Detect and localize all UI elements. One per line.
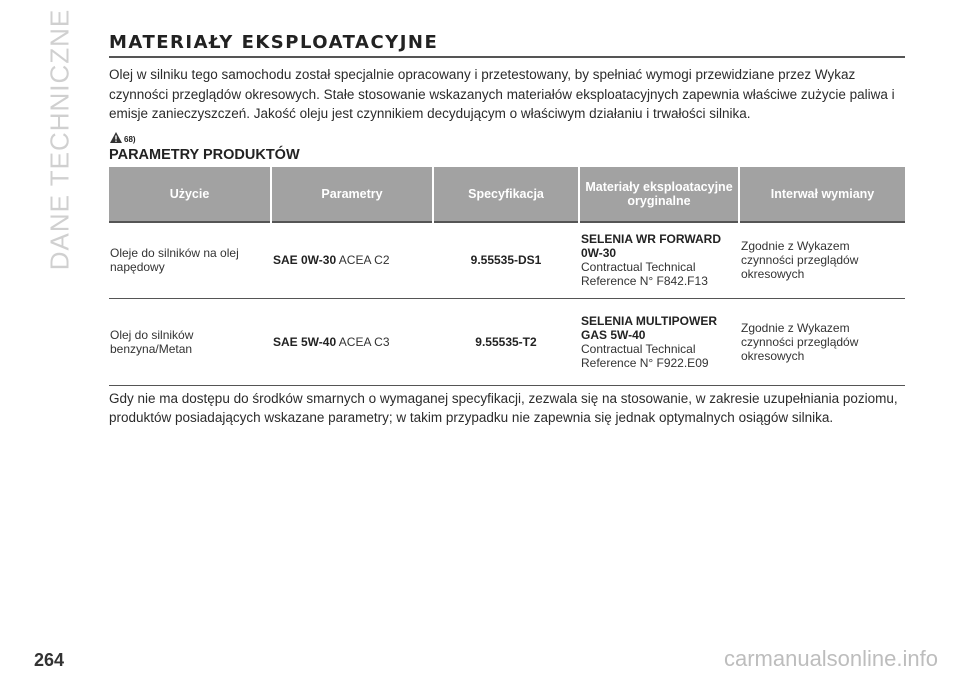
section-title: MATERIAŁY EKSPLOATACYJNE	[109, 32, 905, 58]
cell-interval: Zgodnie z Wykazem czynności przeglądów okresowych	[739, 222, 905, 299]
warning-reference	[109, 128, 905, 144]
param-viscosity: SAE 5W-40	[273, 334, 337, 349]
cell-use: Oleje do silników na olej napędowy	[109, 222, 271, 299]
cell-parameters	[271, 222, 433, 299]
material-reference: Contractual Technical Reference N° F922.E09	[581, 341, 709, 370]
table-header-row	[109, 167, 905, 222]
page-number: 264	[34, 650, 65, 670]
cell-use: Olej do silników benzyna/Metan	[110, 327, 194, 356]
page-content	[109, 32, 905, 428]
header-materials: Materiały eksploatacyjne oryginalne	[579, 167, 739, 222]
cell-interval: Zgodnie z Wykazem czynności przeglądów okresowych	[741, 320, 859, 363]
watermark: carmanualsonline.info	[723, 646, 938, 671]
header-specification: Specyfikacja	[433, 167, 579, 222]
intro-paragraph: Olej w silniku tego samochodu został specjalnie opracowany i przetestowany, by spełniać wymogi przewidziane przez Wykaz czynności przeglądów okresowych. Stałe stosowanie wskazanych materiałów eksploatacyjnych zapewnia właściwe zużycie paliwa i emisje zanieczyszczeń. Jakość oleju jest czynnikiem decydującym o właściwym działaniu i trwałości silnika.	[109, 67, 895, 121]
side-section-tab	[30, 8, 90, 270]
cell-specification: 9.55535-T2	[475, 334, 537, 349]
side-section-label: DANE TECHNICZNE	[44, 8, 75, 270]
param-viscosity: SAE 0W-30	[273, 253, 337, 267]
warning-number: 68)	[124, 134, 136, 144]
table-row	[109, 298, 905, 385]
material-name: SELENIA MULTIPOWER GAS 5W-40	[581, 313, 717, 342]
cell-materials	[579, 298, 739, 385]
material-name: SELENIA WR FORWARD 0W-30	[581, 232, 721, 260]
cell-specification: 9.55535-DS1	[433, 222, 579, 299]
header-parameters: Parametry	[271, 167, 433, 222]
product-parameters-table	[109, 167, 905, 386]
cell-materials	[579, 222, 739, 299]
material-reference: Contractual Technical Reference N° F842.F13	[581, 260, 708, 288]
param-acea: ACEA C3	[336, 334, 390, 349]
header-use: Użycie	[109, 167, 271, 222]
subsection-title: PARAMETRY PRODUKTÓW	[109, 146, 300, 163]
param-acea: ACEA C2	[336, 253, 390, 267]
table-row	[109, 222, 905, 299]
cell-parameters	[271, 298, 433, 385]
warning-triangle-icon	[109, 131, 123, 144]
outro-paragraph: Gdy nie ma dostępu do środków smarnych o wymaganej specyfikacji, zezwala się na stosowanie, w zakresie uzupełniania poziomu, produktów posiadających wskazane parametry; w takim przypadku nie zapewnia się jednak optymalnych osiągów silnika.	[109, 390, 898, 425]
header-interval: Interwał wymiany	[739, 167, 905, 222]
